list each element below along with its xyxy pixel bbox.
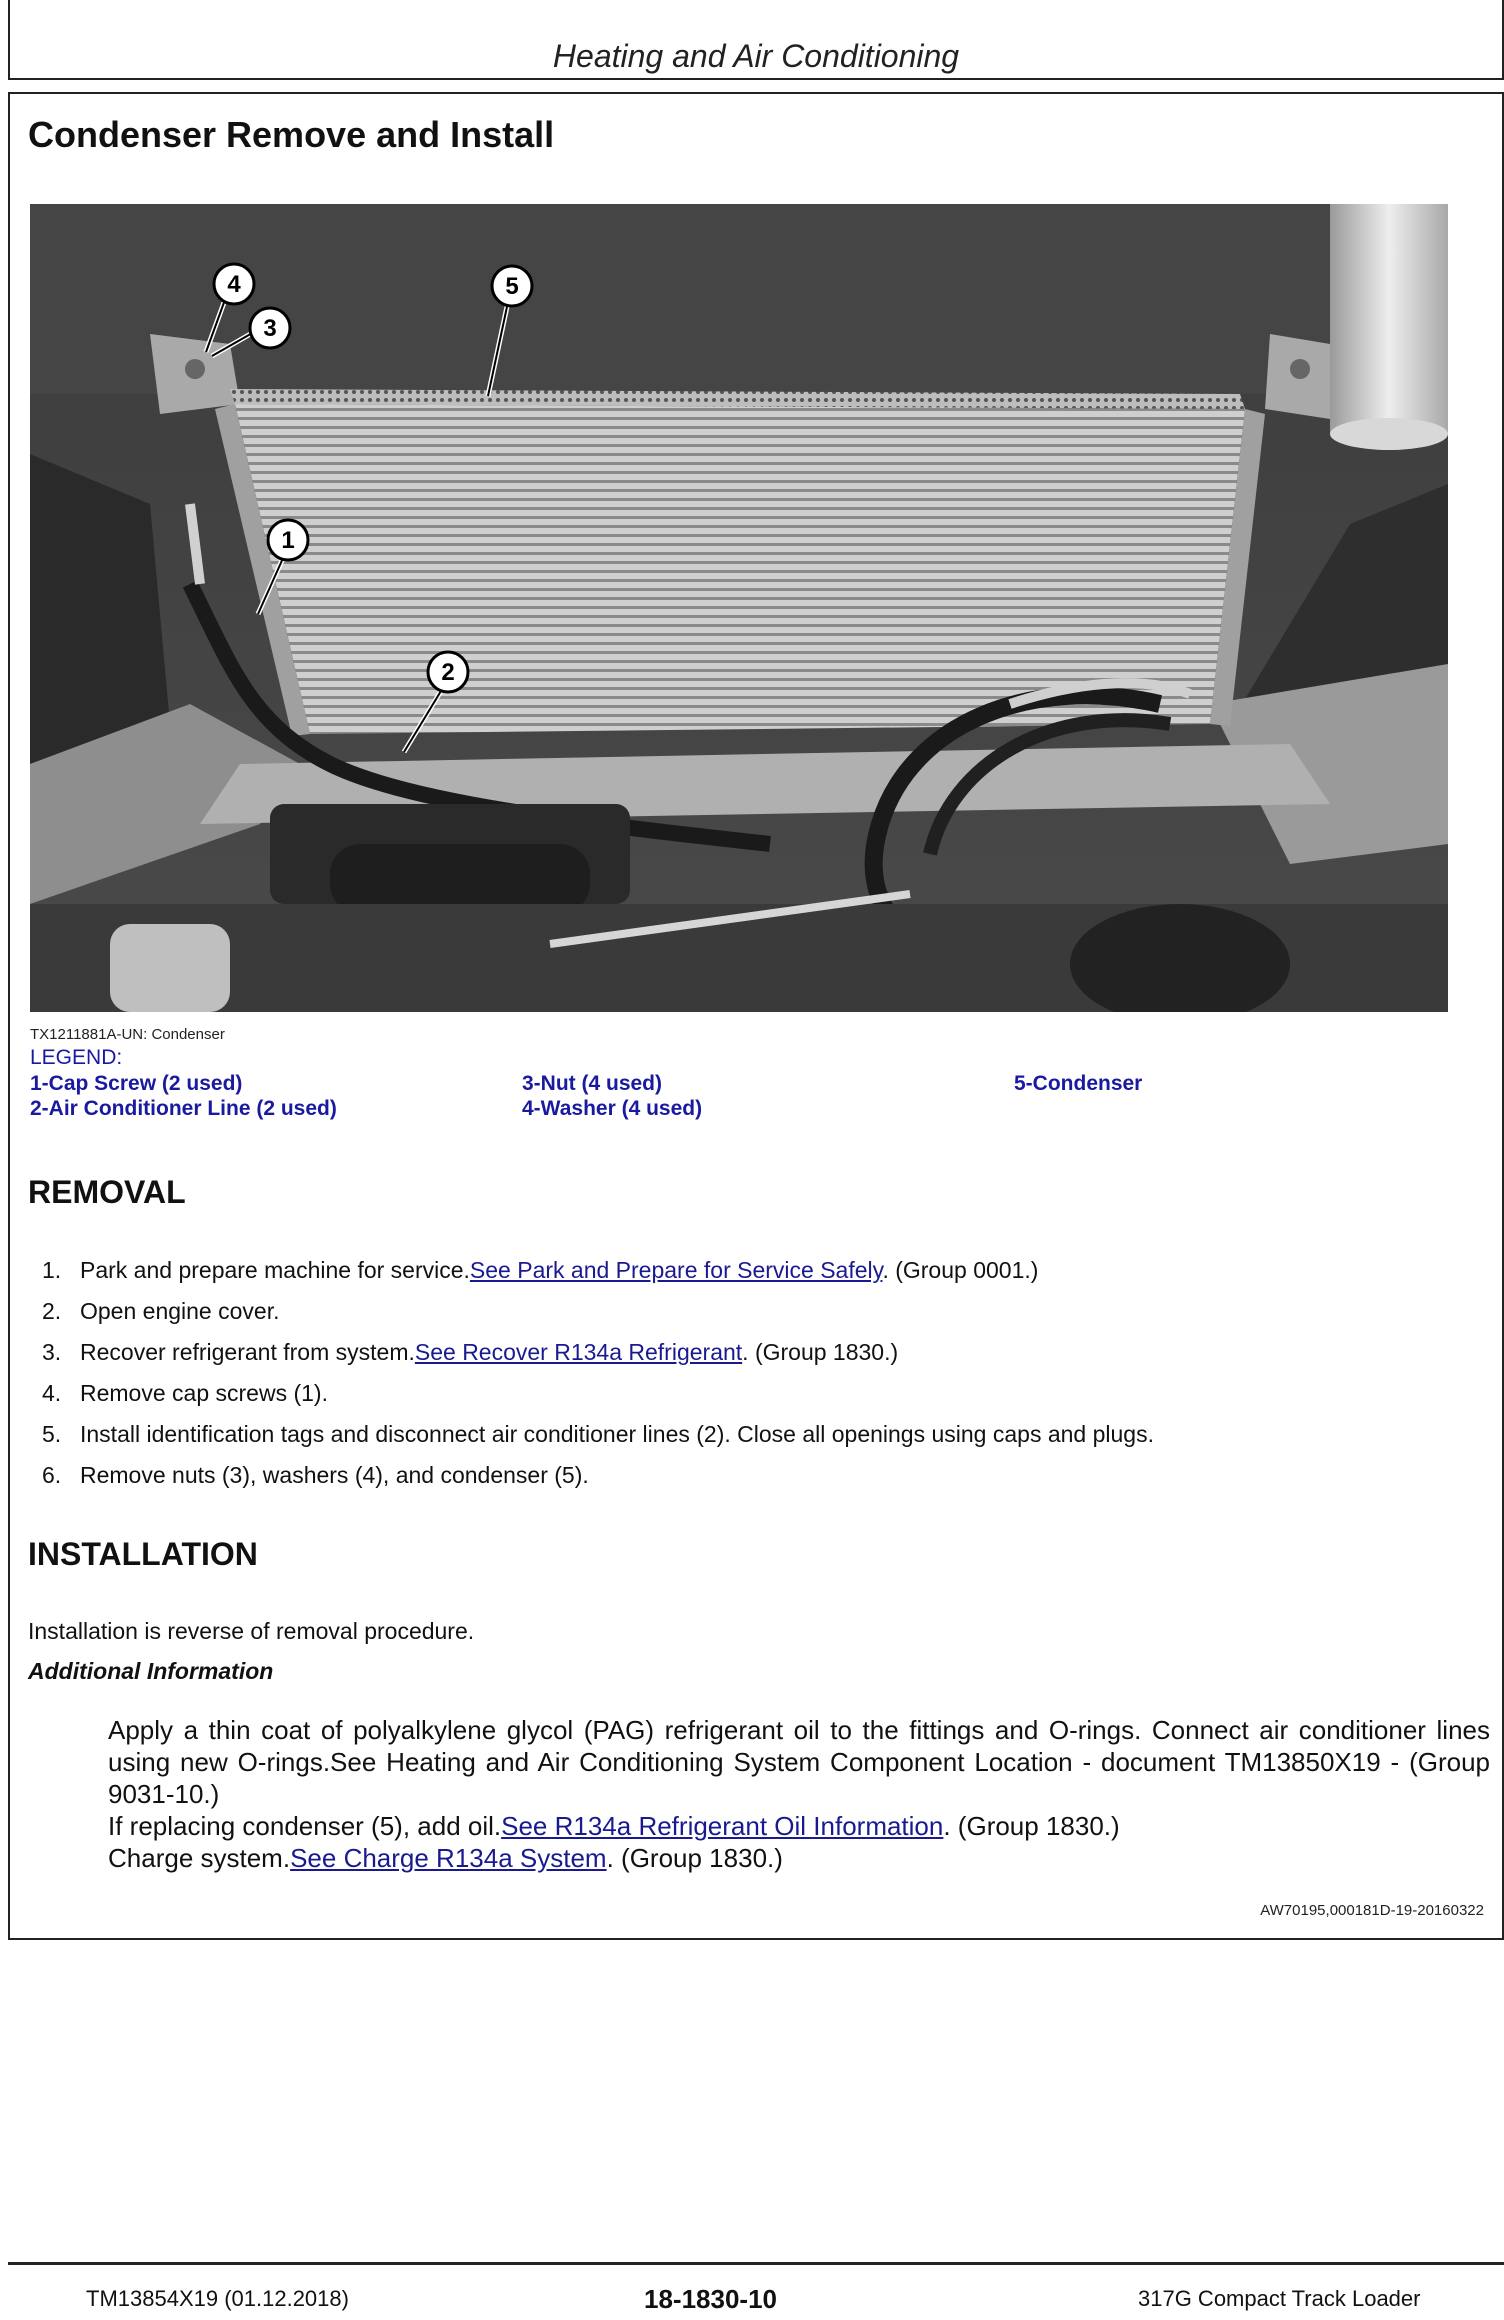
replace-condenser-line: If replacing condenser (5), add oil.See R134a Refrigerant Oil Information. (Group 1830.) — [108, 1811, 1120, 1841]
additional-info-label: Additional Information — [28, 1658, 274, 1684]
svg-text:2: 2 — [441, 659, 455, 686]
page-header — [8, 0, 1504, 80]
svg-text:1: 1 — [281, 527, 295, 554]
reference-code: AW70195,000181D-19-20160322 — [1260, 1902, 1484, 1919]
figure-id: TX1211881A-UN: Condenser — [30, 1026, 225, 1043]
legend-item-2: 2-Air Conditioner Line (2 used) — [30, 1097, 337, 1120]
list-item: 2. Open engine cover. — [42, 1298, 280, 1324]
condenser-photo — [30, 204, 1448, 1012]
svg-text:4: 4 — [227, 271, 241, 298]
oil-info-link[interactable]: See R134a Refrigerant Oil Information — [501, 1811, 944, 1841]
charge-system-link[interactable]: See Charge R134a System — [290, 1843, 607, 1873]
installation-heading: INSTALLATION — [28, 1536, 258, 1572]
recover-refrigerant-link[interactable]: See Recover R134a Refrigerant — [414, 1339, 743, 1365]
list-item: 3. Recover refrigerant from system.See Recover R134a Refrigerant. (Group 1830.) — [42, 1339, 899, 1365]
removal-steps — [30, 1250, 1154, 1496]
legend-item-5: 5-Condenser — [1014, 1072, 1143, 1095]
charge-system-line: Charge system.See Charge R134a System. (Group 1830.) — [108, 1843, 783, 1873]
list-item: 1. Park and prepare machine for service.See Park and Prepare for Service Safely. (Group 0001.) — [42, 1257, 1039, 1283]
list-item: 4. Remove cap screws (1). — [42, 1380, 328, 1406]
page-title: Condenser Remove and Install — [28, 114, 555, 155]
footer-product: 317G Compact Track Loader — [1138, 2286, 1421, 2311]
park-prepare-link[interactable]: See Park and Prepare for Service Safely — [469, 1257, 883, 1283]
content-frame — [8, 92, 1504, 1940]
header-title: Heating and Air Conditioning — [552, 38, 960, 74]
legend-item-1: 1-Cap Screw (2 used) — [30, 1072, 243, 1095]
oil-instructions: Apply a thin coat of polyalkylene glycol (PAG) refrigerant oil to the fittings and O-rings. Connect air conditioner lines using new O-rings.See Heating and Air Conditioning System Component Location - document TM13850X19 - (Group 9031-10.) — [108, 1715, 1490, 1809]
legend-item-4: 4-Washer (4 used) — [522, 1097, 703, 1120]
svg-text:5: 5 — [505, 273, 519, 300]
footer-page-number: 18-1830-10 — [644, 2284, 777, 2314]
removal-heading: REMOVAL — [28, 1174, 186, 1210]
legend-title: LEGEND: — [30, 1046, 123, 1069]
list-item: 6. Remove nuts (3), washers (4), and condenser (5). — [42, 1462, 589, 1488]
svg-text:3: 3 — [263, 315, 277, 342]
installation-text: Installation is reverse of removal procedure. — [28, 1618, 475, 1644]
legend-item-3: 3-Nut (4 used) — [522, 1072, 663, 1095]
list-item: 5. Install identification tags and disconnect air conditioner lines (2). Close all openings using caps and plugs. — [42, 1421, 1154, 1447]
footer-divider — [8, 2262, 1504, 2265]
footer-doc-id: TM13854X19 (01.12.2018) — [86, 2286, 349, 2311]
